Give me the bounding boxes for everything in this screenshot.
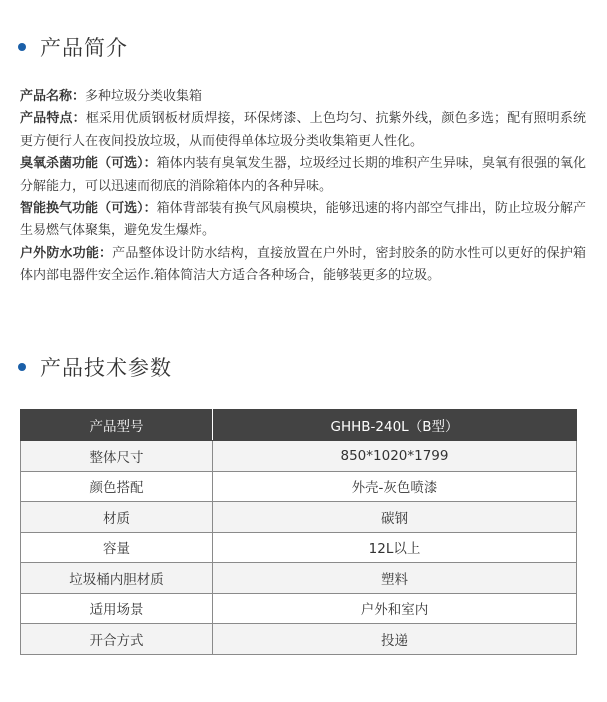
intro-label: 产品特点：: [20, 111, 86, 127]
spec-name-cell: 垃圾桶内胆材质: [21, 563, 213, 594]
header-value-cell: GHHB-240L（B型）: [213, 410, 577, 441]
intro-text: 箱体背部装有换气风扇模块，能够迅速的将内部空气排出，防止垃圾分解产生易燃气体聚集，避免发生爆炸。: [20, 201, 586, 239]
table-row: [21, 624, 577, 655]
spec-name-cell: 材质: [21, 502, 213, 533]
intro-text: 箱体内装有臭氧发生器，垃圾经过长期的堆积产生异味，臭氧有很强的氧化分解能力，可以迅速而彻底的消除箱体内的各种异味。: [20, 156, 586, 194]
spec-name-cell: 开合方式: [21, 624, 213, 655]
spec-name-cell: 适用场景: [21, 593, 213, 624]
intro-section-header: [18, 32, 128, 62]
spec-value-cell: 塑料: [213, 563, 577, 594]
spec-value-cell: 户外和室内: [213, 593, 577, 624]
table-row: [21, 563, 577, 594]
intro-paragraph: [20, 243, 586, 288]
intro-label: 智能换气功能（可选）：: [20, 201, 157, 217]
intro-paragraph: [20, 86, 586, 108]
table-row: [21, 502, 577, 533]
intro-title: 产品简介: [40, 36, 128, 60]
intro-label: 户外防水功能：: [20, 245, 113, 261]
intro-text: 框采用优质钢板材质焊接，环保烤漆、上色均匀、抗紫外线，颜色多选；配有照明系统更方便行人在夜间投放垃圾，从而使得单体垃圾分类收集箱更人性化。: [20, 111, 586, 149]
table-row: [21, 593, 577, 624]
spec-name-cell: 容量: [21, 532, 213, 563]
intro-label: 产品名称：: [20, 89, 86, 104]
spec-value-cell: 850*1020*1799: [213, 441, 577, 472]
specs-title: 产品技术参数: [40, 356, 172, 380]
spec-name-cell: 颜色搭配: [21, 471, 213, 502]
header-name-cell: 产品型号: [21, 410, 213, 441]
intro-text: 产品整体设计防水结构，直接放置在户外时，密封胶条的防水性可以更好的保护箱体内部电器件安全运作.箱体简洁大方适合各种场合，能够装更多的垃圾。: [20, 245, 586, 284]
bullet-dot-icon: [18, 363, 26, 371]
spec-value-cell: 碳钢: [213, 502, 577, 533]
intro-paragraph: [20, 153, 586, 198]
table-row: [21, 441, 577, 472]
intro-paragraph: [20, 198, 586, 243]
intro-body: [20, 86, 586, 288]
specs-section-header: [18, 352, 172, 382]
spec-value-cell: 12L以上: [213, 532, 577, 563]
intro-paragraph: [20, 108, 586, 153]
spec-name-cell: 整体尺寸: [21, 441, 213, 472]
specs-table: [20, 409, 577, 655]
table-row: [21, 532, 577, 563]
bullet-dot-icon: [18, 43, 26, 51]
table-row: [21, 471, 577, 502]
spec-value-cell: 投递: [213, 624, 577, 655]
intro-text: 多种垃圾分类收集箱: [85, 89, 203, 104]
intro-label: 臭氧杀菌功能（可选）：: [20, 156, 157, 172]
spec-value-cell: 外壳-灰色喷漆: [213, 471, 577, 502]
table-header-row: [21, 410, 577, 441]
